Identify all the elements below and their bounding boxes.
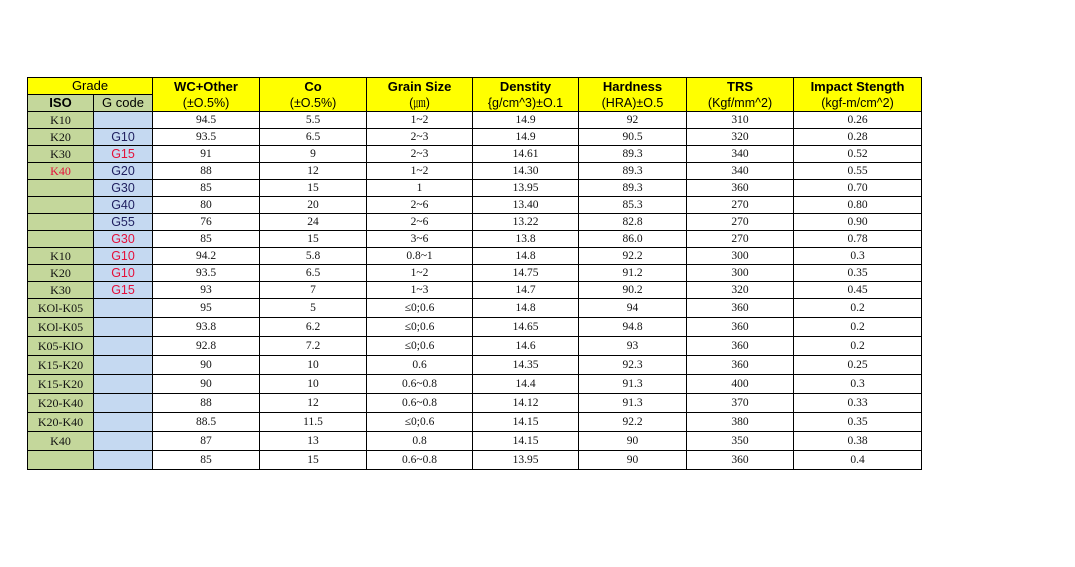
density-cell: 14.9	[473, 129, 579, 146]
iso-cell	[28, 451, 94, 470]
iso-cell: K05-KlO	[28, 337, 94, 356]
co-cell: 7	[260, 282, 367, 299]
impact-cell: 0.3	[794, 248, 922, 265]
grain-size-cell: 0.6~0.8	[367, 451, 473, 470]
wc-cell: 87	[153, 432, 260, 451]
wc-cell: 88.5	[153, 413, 260, 432]
hardness-cell: 90.5	[579, 129, 687, 146]
table-row	[28, 282, 922, 299]
iso-cell: KOl-K05	[28, 318, 94, 337]
hardness-cell: 90.2	[579, 282, 687, 299]
co-header-unit: (±O.5%)	[289, 95, 337, 110]
iso-cell: K20	[28, 129, 94, 146]
gcode-cell	[94, 413, 153, 432]
grain-size-cell: 2~3	[367, 129, 473, 146]
density-cell: 13.95	[473, 180, 579, 197]
co-cell: 13	[260, 432, 367, 451]
wc-cell: 91	[153, 146, 260, 163]
wc-cell: 76	[153, 214, 260, 231]
co-cell: 5.5	[260, 112, 367, 129]
trs-cell: 350	[687, 432, 794, 451]
wc-other-header-unit: (±O.5%)	[182, 95, 230, 110]
co-cell: 12	[260, 163, 367, 180]
impact-header-title: Impact Stength	[810, 78, 905, 94]
density-header-title: Denstity	[499, 78, 552, 94]
table-row	[28, 375, 922, 394]
hardness-cell: 89.3	[579, 180, 687, 197]
wc-cell: 85	[153, 231, 260, 248]
gcode-cell	[94, 299, 153, 318]
co-cell: 5.8	[260, 248, 367, 265]
impact-header-unit: (kgf-m/cm^2)	[821, 95, 894, 110]
wc-cell: 93.5	[153, 129, 260, 146]
hardness-cell: 82.8	[579, 214, 687, 231]
table-row	[28, 432, 922, 451]
iso-cell: K10	[28, 248, 94, 265]
density-cell: 14.12	[473, 394, 579, 413]
density-cell: 13.22	[473, 214, 579, 231]
co-cell: 11.5	[260, 413, 367, 432]
gcode-header: G code	[94, 95, 153, 112]
table-row	[28, 413, 922, 432]
grain-size-cell: 2~3	[367, 146, 473, 163]
co-cell: 6.2	[260, 318, 367, 337]
grain-size-cell: ≤0;0.6	[367, 337, 473, 356]
table-row	[28, 337, 922, 356]
table-row	[28, 146, 922, 163]
density-header-unit: {g/cm^3)±O.1	[487, 95, 564, 110]
iso-cell: K20-K40	[28, 413, 94, 432]
trs-header-unit: (Kgf/mm^2)	[707, 95, 773, 110]
gcode-cell	[94, 451, 153, 470]
grain-size-cell: 0.8	[367, 432, 473, 451]
trs-cell: 300	[687, 248, 794, 265]
trs-cell: 360	[687, 337, 794, 356]
gcode-cell	[94, 112, 153, 129]
table-row	[28, 180, 922, 197]
gcode-cell	[94, 337, 153, 356]
wc-cell: 88	[153, 394, 260, 413]
wc-cell: 93.8	[153, 318, 260, 337]
hardness-cell: 89.3	[579, 146, 687, 163]
gcode-cell: G20	[94, 163, 153, 180]
hardness-cell: 85.3	[579, 197, 687, 214]
co-cell: 15	[260, 180, 367, 197]
impact-cell: 0.45	[794, 282, 922, 299]
gcode-cell: G15	[94, 146, 153, 163]
gcode-cell	[94, 375, 153, 394]
iso-cell	[28, 197, 94, 214]
trs-cell: 300	[687, 265, 794, 282]
trs-cell: 380	[687, 413, 794, 432]
co-cell: 10	[260, 356, 367, 375]
impact-cell: 0.55	[794, 163, 922, 180]
grain-size-cell: 1~3	[367, 282, 473, 299]
hardness-cell: 91.3	[579, 375, 687, 394]
grain-size-cell: 1	[367, 180, 473, 197]
trs-cell: 360	[687, 356, 794, 375]
grain-size-header	[367, 78, 473, 112]
co-cell: 9	[260, 146, 367, 163]
density-cell: 14.61	[473, 146, 579, 163]
wc-cell: 95	[153, 299, 260, 318]
density-cell: 13.40	[473, 197, 579, 214]
density-header	[473, 78, 579, 112]
wc-cell: 93	[153, 282, 260, 299]
trs-cell: 310	[687, 112, 794, 129]
iso-cell: K10	[28, 112, 94, 129]
gcode-cell: G30	[94, 180, 153, 197]
iso-cell: K15-K20	[28, 356, 94, 375]
trs-cell: 370	[687, 394, 794, 413]
table-row	[28, 197, 922, 214]
grain-size-cell: 1~2	[367, 163, 473, 180]
grain-size-cell: 2~6	[367, 197, 473, 214]
gcode-cell: G40	[94, 197, 153, 214]
grain-size-cell: 0.8~1	[367, 248, 473, 265]
co-header-title: Co	[304, 78, 322, 94]
hardness-cell: 92.2	[579, 248, 687, 265]
impact-header	[794, 78, 922, 112]
table-row	[28, 112, 922, 129]
impact-cell: 0.78	[794, 231, 922, 248]
grain-size-cell: ≤0;0.6	[367, 318, 473, 337]
density-cell: 14.75	[473, 265, 579, 282]
iso-cell: K20-K40	[28, 394, 94, 413]
table-row	[28, 214, 922, 231]
gcode-cell: G10	[94, 248, 153, 265]
iso-cell: K15-K20	[28, 375, 94, 394]
grain-size-cell: 0.6~0.8	[367, 394, 473, 413]
density-cell: 13.95	[473, 451, 579, 470]
table-row	[28, 231, 922, 248]
density-cell: 14.4	[473, 375, 579, 394]
iso-header: ISO	[28, 95, 94, 112]
impact-cell: 0.2	[794, 318, 922, 337]
impact-cell: 0.35	[794, 413, 922, 432]
wc-cell: 90	[153, 356, 260, 375]
gcode-cell	[94, 432, 153, 451]
impact-cell: 0.28	[794, 129, 922, 146]
impact-cell: 0.25	[794, 356, 922, 375]
table-row	[28, 299, 922, 318]
co-cell: 6.5	[260, 265, 367, 282]
hardness-cell: 90	[579, 451, 687, 470]
hardness-cell: 92.2	[579, 413, 687, 432]
density-cell: 14.6	[473, 337, 579, 356]
hardness-cell: 94.8	[579, 318, 687, 337]
grade-header: Grade	[28, 78, 153, 95]
trs-cell: 270	[687, 231, 794, 248]
table-row	[28, 265, 922, 282]
grain-size-cell: ≤0;0.6	[367, 299, 473, 318]
impact-cell: 0.4	[794, 451, 922, 470]
table-row	[28, 129, 922, 146]
grain-size-cell: 0.6~0.8	[367, 375, 473, 394]
co-cell: 10	[260, 375, 367, 394]
trs-cell: 270	[687, 197, 794, 214]
hardness-header-unit: (HRA)±O.5	[601, 95, 664, 110]
table-row	[28, 318, 922, 337]
hardness-cell: 91.2	[579, 265, 687, 282]
grain-size-cell: 1~2	[367, 265, 473, 282]
trs-cell: 360	[687, 299, 794, 318]
impact-cell: 0.3	[794, 375, 922, 394]
table-row	[28, 356, 922, 375]
impact-cell: 0.2	[794, 299, 922, 318]
density-cell: 14.30	[473, 163, 579, 180]
trs-cell: 360	[687, 451, 794, 470]
density-cell: 14.65	[473, 318, 579, 337]
grain-size-cell: 2~6	[367, 214, 473, 231]
iso-cell: K30	[28, 282, 94, 299]
hardness-cell: 86.0	[579, 231, 687, 248]
wc-cell: 94.2	[153, 248, 260, 265]
impact-cell: 0.2	[794, 337, 922, 356]
hardness-cell: 92.3	[579, 356, 687, 375]
trs-header-title: TRS	[727, 78, 754, 94]
co-cell: 6.5	[260, 129, 367, 146]
hardness-header-title: Hardness	[602, 78, 663, 94]
density-cell: 14.8	[473, 248, 579, 265]
grain-size-header-unit: (㎛)	[409, 95, 430, 110]
density-cell: 14.8	[473, 299, 579, 318]
gcode-cell: G55	[94, 214, 153, 231]
co-cell: 15	[260, 231, 367, 248]
hardness-cell: 94	[579, 299, 687, 318]
iso-cell: K20	[28, 265, 94, 282]
density-cell: 13.8	[473, 231, 579, 248]
hardness-cell: 91.3	[579, 394, 687, 413]
impact-cell: 0.26	[794, 112, 922, 129]
density-cell: 14.9	[473, 112, 579, 129]
carbide-grade-table	[27, 77, 922, 470]
impact-cell: 0.35	[794, 265, 922, 282]
iso-cell	[28, 180, 94, 197]
wc-cell: 85	[153, 451, 260, 470]
impact-cell: 0.80	[794, 197, 922, 214]
table-row	[28, 163, 922, 180]
gcode-cell: G10	[94, 129, 153, 146]
trs-cell: 340	[687, 146, 794, 163]
trs-cell: 360	[687, 180, 794, 197]
table-row	[28, 451, 922, 470]
hardness-header	[579, 78, 687, 112]
trs-header	[687, 78, 794, 112]
wc-cell: 90	[153, 375, 260, 394]
iso-cell: K30	[28, 146, 94, 163]
impact-cell: 0.90	[794, 214, 922, 231]
trs-cell: 270	[687, 214, 794, 231]
density-cell: 14.35	[473, 356, 579, 375]
density-cell: 14.7	[473, 282, 579, 299]
grain-size-cell: 1~2	[367, 112, 473, 129]
wc-cell: 94.5	[153, 112, 260, 129]
wc-cell: 92.8	[153, 337, 260, 356]
density-cell: 14.15	[473, 413, 579, 432]
gcode-cell: G30	[94, 231, 153, 248]
hardness-cell: 92	[579, 112, 687, 129]
co-cell: 12	[260, 394, 367, 413]
wc-cell: 80	[153, 197, 260, 214]
density-cell: 14.15	[473, 432, 579, 451]
trs-cell: 360	[687, 318, 794, 337]
impact-cell: 0.38	[794, 432, 922, 451]
co-cell: 20	[260, 197, 367, 214]
trs-cell: 340	[687, 163, 794, 180]
grain-size-cell: 3~6	[367, 231, 473, 248]
gcode-cell	[94, 394, 153, 413]
iso-cell	[28, 214, 94, 231]
impact-cell: 0.70	[794, 180, 922, 197]
trs-cell: 320	[687, 129, 794, 146]
hardness-cell: 90	[579, 432, 687, 451]
table-row	[28, 394, 922, 413]
trs-cell: 320	[687, 282, 794, 299]
iso-cell: KOl-K05	[28, 299, 94, 318]
gcode-cell: G10	[94, 265, 153, 282]
gcode-cell	[94, 356, 153, 375]
wc-other-header	[153, 78, 260, 112]
table-row	[28, 248, 922, 265]
co-cell: 24	[260, 214, 367, 231]
co-cell: 15	[260, 451, 367, 470]
hardness-cell: 93	[579, 337, 687, 356]
grain-size-header-title: Grain Size	[387, 78, 452, 94]
grain-size-cell: 0.6	[367, 356, 473, 375]
wc-other-header-title: WC+Other	[174, 78, 238, 94]
impact-cell: 0.33	[794, 394, 922, 413]
wc-cell: 85	[153, 180, 260, 197]
wc-cell: 88	[153, 163, 260, 180]
wc-cell: 93.5	[153, 265, 260, 282]
gcode-cell	[94, 318, 153, 337]
grain-size-cell: ≤0;0.6	[367, 413, 473, 432]
iso-cell: K40	[28, 432, 94, 451]
trs-cell: 400	[687, 375, 794, 394]
gcode-cell: G15	[94, 282, 153, 299]
co-cell: 5	[260, 299, 367, 318]
co-header	[260, 78, 367, 112]
hardness-cell: 89.3	[579, 163, 687, 180]
co-cell: 7.2	[260, 337, 367, 356]
impact-cell: 0.52	[794, 146, 922, 163]
iso-cell	[28, 231, 94, 248]
iso-cell: K40	[28, 163, 94, 180]
table-body	[28, 112, 922, 470]
